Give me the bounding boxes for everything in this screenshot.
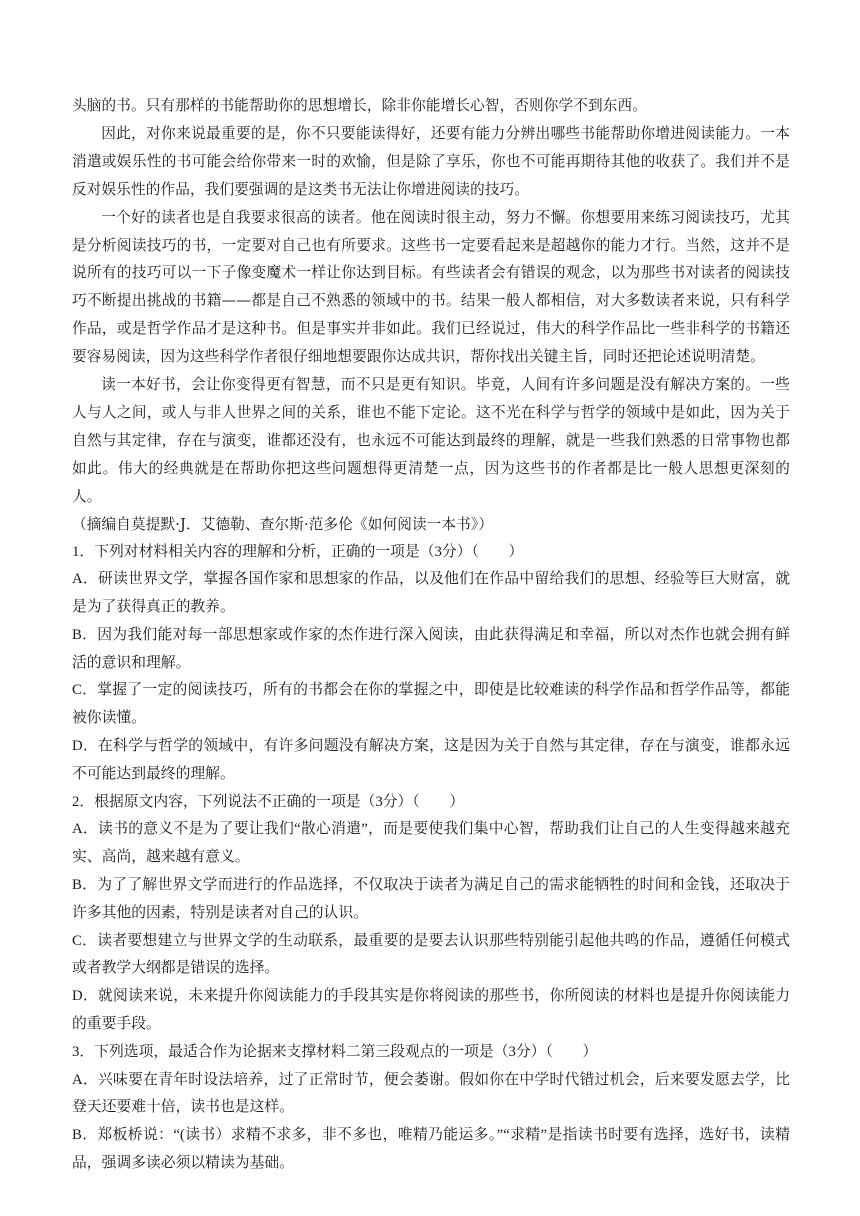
question-3 xyxy=(72,1039,790,1178)
question-2 xyxy=(72,789,790,1039)
question-2-option-d: D．就阅读来说，未来提升你阅读能力的手段其实是你将阅读的那些书，你所阅读的材料也是提升你阅读能力的重要手段。 xyxy=(72,988,790,1033)
question-2-option-b: B．为了了解世界文学而进行的作品选择，不仅取决于读者为满足自己的需求能牺牲的时间和金钱，还取决于许多其他的因素，特别是读者对自己的认识。 xyxy=(72,877,790,921)
question-1 xyxy=(72,539,790,789)
question-2-stem: 2．根据原文内容，下列说法不正确的一项是（3分）（ ） xyxy=(72,793,465,810)
passage-paragraph-3: 一个好的读者也是自我要求很高的读者。他在阅读时很主动，努力不懈。你想要用来练习阅读技巧，尤其是分析阅读技巧的书，一定要对自己也有所要求。这些书一定要看起来是超越你的能力才行。当然，这并不是说所有的技巧可以一下子像变魔术一样让你达到目标。有些读者会有错误的观念，以为那些书对读者的阅读技巧不断提出挑战的书籍——都是自己不熟悉的领域中的书。结果一般人都相信，对大多数读者来说，只有科学作品，或是哲学作品才是这种书。但是事实并非如此。我们已经说过，伟大的科学作品比一些非科学的书籍还要容易阅读，因为这些科学作者很仔细地想要跟你达成共识，帮你找出关键主旨，同时还把论述说明清楚。 xyxy=(72,208,790,366)
passage-paragraph-2: 因此，对你来说最重要的是，你不只要能读得好，还要有能力分辨出哪些书能帮助你增进阅读能力。一本消遣或娱乐性的书可能会给你带来一时的欢愉，但是除了享乐，你也不可能再期待其他的收获了。我们并不是反对娱乐性的作品，我们要强调的是这类书无法让你增进阅读的技巧。 xyxy=(72,124,790,198)
passage-paragraph-4: 读一本好书，会让你变得更有智慧，而不只是更有知识。毕竟，人间有许多问题是没有解决方案的。一些人与人之间，或人与非人世界之间的关系，谁也不能下定论。这不光在科学与哲学的领域中是如此，因为关于自然与其定律，存在与演变，谁都还没有，也永远不可能达到最终的理解，就是一些我们熟悉的日常事物也都如此。伟大的经典就是在帮助你把这些问题想得更清楚一点，因为这些书的作者都是比一般人思想更深刻的人。 xyxy=(72,376,790,505)
question-list xyxy=(72,539,790,1178)
exam-page xyxy=(72,92,790,1178)
question-2-option-a: A．读书的意义不是为了要让我们“散心消遣”，而是要使我们集中心智，帮助我们让自己的人生变得越来越充实、高尚，越来越有意义。 xyxy=(72,821,790,866)
reading-passage xyxy=(72,92,790,539)
question-3-stem: 3．下列选项，最适合作为论据来支撑材料二第三段观点的一项是（3分）（ ） xyxy=(72,1043,598,1060)
question-1-option-a: A．研读世界文学，掌握各国作家和思想家的作品，以及他们在作品中留给我们的思想、经验等巨大财富，就是为了获得真正的教养。 xyxy=(72,571,790,616)
question-3-option-a: A．兴味要在青年时设法培养，过了正常时节，便会萎谢。假如你在中学时代错过机会，后来要发愿去学，比登天还要难十倍，读书也是这样。 xyxy=(72,1071,790,1116)
passage-source: （摘编自莫提默·J．艾德勒、查尔斯·范多伦《如何阅读一本书》） xyxy=(72,515,494,533)
question-1-option-d: D．在科学与哲学的领域中，有许多问题没有解决方案，这是因为关于自然与其定律，存在与演变，谁都永远不可能达到最终的理解。 xyxy=(72,738,790,782)
question-2-option-c: C．读者要想建立与世界文学的生动联系，最重要的是要去认识那些特别能引起他共鸣的作品，遵循任何模式或者教学大纲都是错误的选择。 xyxy=(72,932,790,977)
question-3-option-b: B．郑板桥说：“(读书）求精不求多，非不多也，唯精乃能运多。”“求精”是指读书时要有选择，选好书，读精品，强调多读必须以精读为基础。 xyxy=(72,1127,790,1172)
question-1-option-b: B．因为我们能对每一部思想家或作家的杰作进行深入阅读，由此获得满足和幸福，所以对杰作也就会拥有鲜活的意识和理解。 xyxy=(72,626,790,671)
question-1-option-c: C．掌握了一定的阅读技巧，所有的书都会在你的掌握之中，即使是比较难读的科学作品和哲学作品等，都能被你读懂。 xyxy=(72,682,790,727)
passage-paragraph-1: 头脑的书。只有那样的书能帮助你的思想增长，除非你能增长心智，否则你学不到东西。 xyxy=(72,97,648,114)
question-1-stem: 1．下列对材料相关内容的理解和分析，正确的一项是（3分）（ ） xyxy=(72,543,524,560)
